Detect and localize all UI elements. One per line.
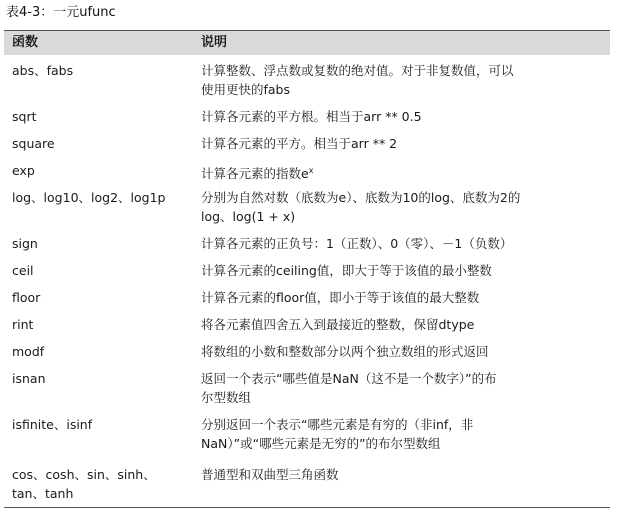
table-row — [4, 315, 610, 335]
table-row — [4, 107, 610, 127]
table-row — [4, 234, 610, 254]
function-name-line: isnan — [12, 371, 46, 386]
function-description — [201, 134, 601, 153]
description-text: 分别为自然对数（底数为e）、底数为10的log、底数为2的 — [201, 190, 521, 205]
description-text: 将各元素值四舍五入到最接近的整数，保留dtype — [201, 317, 475, 332]
table-row — [4, 342, 610, 362]
description-line — [201, 434, 601, 453]
function-name — [12, 234, 38, 253]
function-name-line: exp — [12, 163, 35, 178]
table-row — [4, 188, 610, 228]
description-line — [201, 188, 601, 207]
function-name-line: sign — [12, 236, 38, 251]
table-row — [4, 369, 610, 409]
description-line — [201, 388, 601, 407]
description-text: 计算各元素的floor值，即小于等于该值的最大整数 — [201, 290, 480, 305]
table-row — [4, 288, 610, 308]
description-line — [201, 61, 601, 80]
header-function: 函数 — [12, 35, 39, 50]
function-description — [201, 61, 601, 99]
function-description — [201, 161, 601, 183]
function-description — [201, 315, 601, 334]
description-text: 返回一个表示“哪些值是NaN（这不是一个数字）”的布 — [201, 371, 497, 386]
function-description — [201, 107, 601, 126]
function-name-line: cos、cosh、sin、sinh、 — [12, 467, 156, 482]
function-name — [12, 188, 165, 207]
description-text: NaN）”或“哪些元素是无穷的”的布尔型数组 — [201, 436, 441, 451]
superscript: x — [308, 166, 314, 175]
function-name-line: rint — [12, 317, 34, 332]
function-description — [201, 369, 601, 407]
description-line — [201, 415, 601, 434]
function-description — [201, 188, 601, 226]
bottom-rule — [4, 507, 610, 508]
table-body — [4, 55, 610, 503]
table-row — [4, 465, 610, 505]
description-text: 计算各元素的平方根。相当于arr ** 0.5 — [201, 109, 422, 124]
function-name-line: tan、tanh — [12, 486, 74, 501]
function-name-line: floor — [12, 290, 41, 305]
table-row — [4, 415, 610, 455]
function-description — [201, 288, 601, 307]
table-row — [4, 261, 610, 281]
description-line — [201, 207, 601, 226]
description-line — [201, 107, 601, 126]
description-line — [201, 234, 601, 253]
table-row — [4, 161, 610, 181]
description-text: 分别返回一个表示“哪些元素是有穷的（非inf，非 — [201, 417, 474, 432]
function-name-line: modf — [12, 344, 45, 359]
header-description: 说明 — [201, 35, 228, 50]
function-name-line: log、log10、log2、log1p — [12, 190, 166, 205]
description-text: 使用更快的fabs — [201, 82, 291, 97]
function-description — [201, 234, 601, 253]
description-line — [201, 161, 601, 183]
function-name — [12, 107, 37, 126]
description-text: 计算各元素的平方。相当于arr ** 2 — [201, 136, 398, 151]
function-name — [12, 288, 40, 307]
function-name — [12, 261, 34, 280]
table-caption: 表4-3：一元ufunc — [6, 5, 116, 20]
table-row — [4, 134, 610, 154]
description-text: 计算各元素的ceiling值，即大于等于该值的最小整数 — [201, 263, 492, 278]
description-line — [201, 369, 601, 388]
function-description — [201, 261, 601, 280]
function-name — [12, 342, 44, 361]
function-description — [201, 415, 601, 453]
description-text: 计算各元素的指数e — [201, 166, 309, 181]
description-text: 计算各元素的正负号：1（正数）、0（零）、－1（负数） — [201, 236, 513, 251]
function-name — [12, 415, 92, 434]
function-name-line: abs、fabs — [12, 63, 74, 78]
function-name-line: square — [12, 136, 55, 151]
function-name — [12, 465, 156, 503]
function-description — [201, 465, 601, 484]
description-line — [201, 465, 601, 484]
table-header — [4, 31, 610, 55]
function-name — [12, 315, 33, 334]
description-line — [201, 288, 601, 307]
function-name — [12, 369, 46, 388]
function-name — [12, 134, 55, 153]
function-name — [12, 161, 35, 180]
description-line — [201, 261, 601, 280]
ufunc-table — [4, 30, 610, 503]
function-name-line: isfinite、isinf — [12, 417, 93, 432]
function-name-line: ceil — [12, 263, 34, 278]
function-description — [201, 342, 601, 361]
function-name-line: sqrt — [12, 109, 37, 124]
description-text: 计算整数、浮点数或复数的绝对值。对于非复数值，可以 — [201, 63, 514, 78]
description-text: log、log(1 + x) — [201, 209, 296, 224]
description-line — [201, 342, 601, 361]
description-text: 尔型数组 — [201, 390, 252, 405]
description-text: 普通型和双曲型三角函数 — [201, 467, 339, 482]
description-line — [201, 80, 601, 99]
description-text: 将数组的小数和整数部分以两个独立数组的形式返回 — [201, 344, 489, 359]
table-row — [4, 61, 610, 101]
function-name — [12, 61, 73, 80]
description-line — [201, 134, 601, 153]
description-line — [201, 315, 601, 334]
